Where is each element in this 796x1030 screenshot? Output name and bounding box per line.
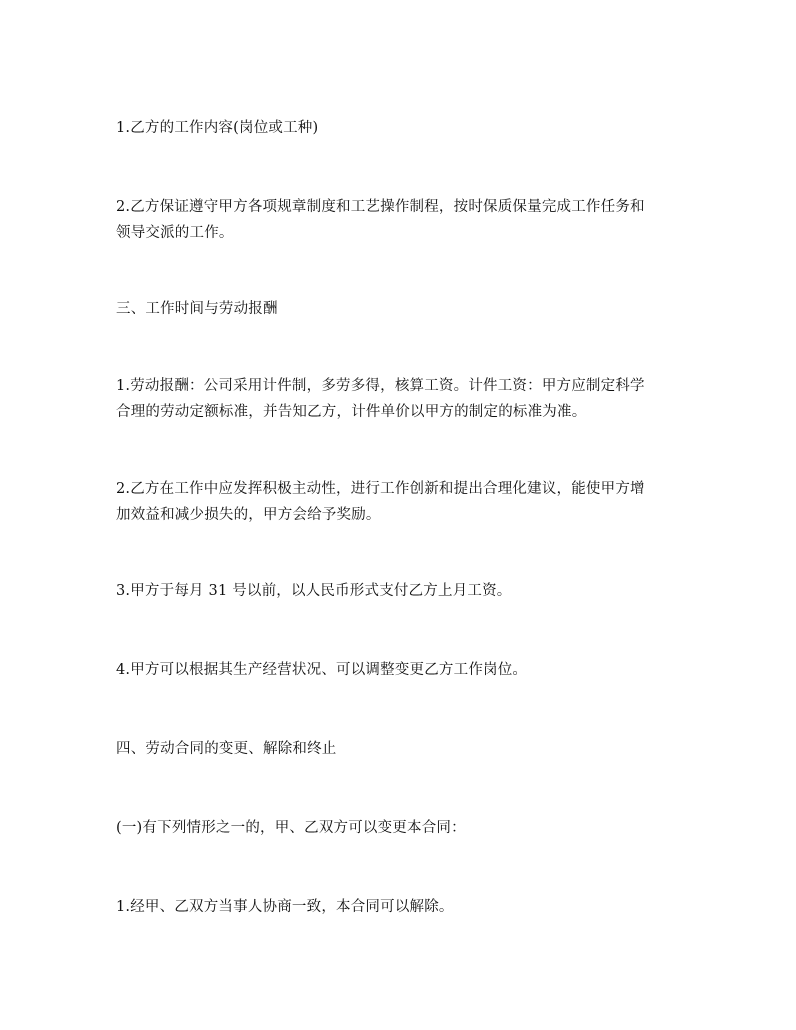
- clause-position-change: [116, 657, 686, 683]
- section-heading: 三、工作时间与劳动报酬: [116, 301, 278, 317]
- text-line: 1.经甲、乙双方当事人协商一致，本合同可以解除。: [116, 899, 454, 915]
- clause-compliance: [116, 194, 686, 246]
- clause-payday: [116, 578, 686, 604]
- text-line: 1.乙方的工作内容(岗位或工种): [116, 120, 319, 136]
- text-line: 加效益和减少损失的，甲方会给予奖励。: [116, 507, 381, 523]
- clause-initiative-reward: [116, 476, 686, 528]
- text-line: 3.甲方于每月 31 号以前，以人民币形式支付乙方上月工资。: [116, 583, 512, 599]
- text-line: 领导交派的工作。: [116, 225, 234, 241]
- clause-work-content: [116, 115, 686, 141]
- text-line: 2.乙方保证遵守甲方各项规章制度和工艺操作制程，按时保质保量完成工作任务和: [116, 199, 645, 215]
- clause-remuneration: [116, 373, 686, 425]
- text-line: 合理的劳动定额标准，并告知乙方，计件单价以甲方的制定的标准为准。: [116, 404, 587, 420]
- text-line: 2.乙方在工作中应发挥积极主动性，进行工作创新和提出合理化建议，能使甲方增: [116, 481, 645, 497]
- text-line: (一)有下列情形之一的，甲、乙双方可以变更本合同：: [116, 820, 466, 836]
- clause-mutual-termination: [116, 894, 686, 920]
- text-line: 1.劳动报酬：公司采用计件制，多劳多得，核算工资。计件工资：甲方应制定科学: [116, 378, 645, 394]
- text-line: 4.甲方可以根据其生产经营状况、可以调整变更乙方工作岗位。: [116, 662, 528, 678]
- clause-change-conditions: [116, 815, 686, 841]
- section-heading-contract-change: [116, 736, 686, 762]
- section-heading: 四、劳动合同的变更、解除和终止: [116, 741, 337, 757]
- section-heading-work-time-pay: [116, 296, 686, 322]
